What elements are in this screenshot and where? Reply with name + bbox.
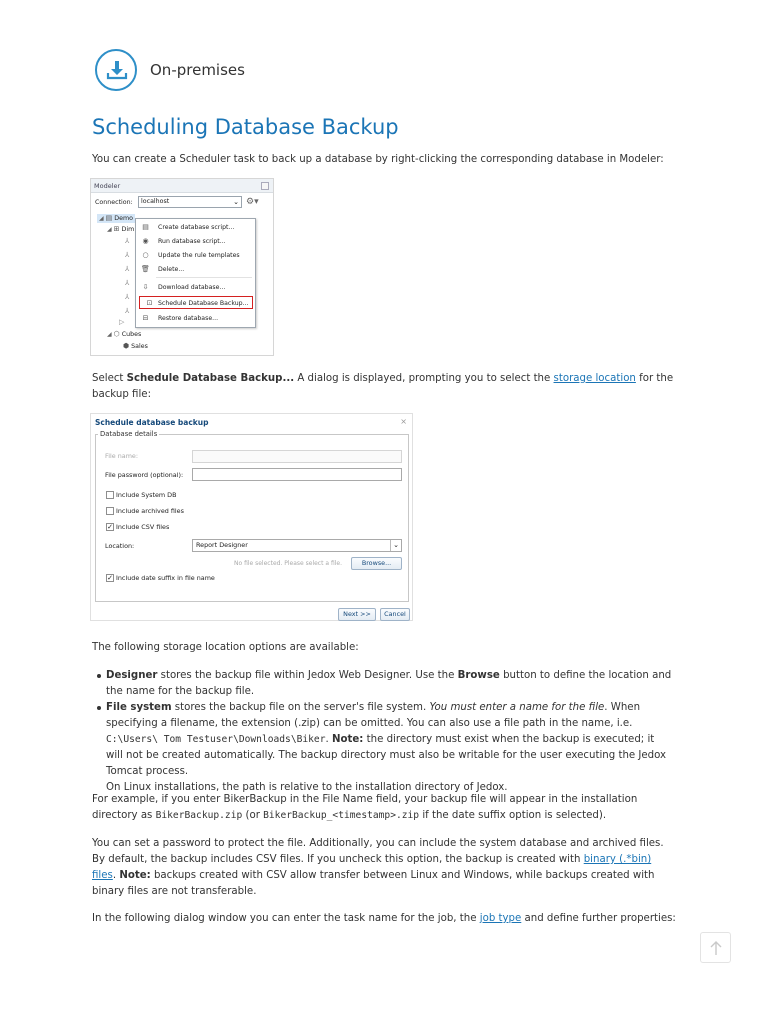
text: button to define the location and the name for the backup file. — [106, 670, 672, 697]
menu-item-label: Create database script... — [158, 224, 235, 231]
file-password-input — [192, 468, 402, 481]
include-archived-checkbox — [106, 507, 114, 515]
collapse-icon: ▷ — [119, 318, 125, 326]
storage-options-list — [106, 668, 674, 796]
option-term: Designer — [106, 670, 158, 681]
password-paragraph — [92, 836, 676, 900]
menu-item-label: Schedule Database Backup... — [158, 300, 249, 307]
storage-location-link[interactable]: storage location — [553, 373, 636, 384]
menu-item-download-database — [136, 281, 255, 294]
gear-icon: ⚙▾ — [246, 197, 259, 207]
text: stores the backup file within Jedox Web Designer. Use the — [157, 670, 458, 681]
text: stores the backup file on the server's file system. — [171, 702, 430, 713]
include-csv-label: Include CSV files — [116, 523, 170, 531]
text: A dialog is displayed, prompting you to select the — [294, 373, 554, 384]
menu-item-label: Restore database... — [158, 315, 219, 322]
download-icon — [95, 49, 137, 91]
dimension-icon: ⅄ — [125, 251, 130, 259]
text: . — [112, 870, 120, 881]
text: (or — [242, 810, 264, 821]
text: for the backup file: — [92, 373, 674, 400]
cubes-icon: ⬡ — [113, 330, 120, 338]
binary-files-link[interactable]: binary (.*bin) files — [92, 854, 652, 881]
location-label: Location: — [105, 542, 135, 550]
trash-icon: 🗑 — [141, 265, 150, 273]
list-item-file-system — [106, 700, 674, 796]
next-button: Next >> — [338, 608, 376, 621]
italic-text: You must enter a name for the file — [429, 702, 605, 713]
intro-paragraph: You can create a Scheduler task to back up a database by right-clicking the corresponding database in Modeler: — [92, 154, 664, 165]
text: backups created with CSV allow transfer between Linux and Windows, while backups created with binary files are not transferable. — [92, 870, 655, 897]
back-to-top-button[interactable] — [700, 932, 731, 963]
tree-item-sales — [123, 342, 148, 351]
job-type-link[interactable]: job type — [479, 913, 522, 924]
final-paragraph — [92, 911, 676, 927]
code-filename: BikerBackup.zip — [155, 810, 243, 821]
browse-button: Browse... — [351, 557, 402, 570]
select-paragraph — [92, 371, 676, 403]
tree-item-cubes — [107, 330, 141, 339]
code-path: C:\Users\ Tom Testuser\Downloads\Biker — [106, 734, 326, 745]
menu-item-delete — [136, 263, 255, 276]
connection-value: localhost — [141, 198, 170, 205]
script-icon: ▤ — [142, 223, 149, 231]
expand-icon: ◢ — [107, 226, 112, 233]
include-csv-checkbox: ✓ — [107, 523, 113, 531]
chevron-down-icon: ⌄ — [233, 198, 239, 206]
file-password-label: File password (optional): — [105, 471, 184, 479]
code-filename-timestamp: BikerBackup_<timestamp>.zip — [263, 810, 420, 821]
text: Select — [92, 373, 127, 384]
location-select — [192, 539, 402, 552]
connection-select — [138, 196, 242, 208]
include-system-db-checkbox — [106, 491, 114, 499]
location-value: Report Designer — [196, 541, 248, 549]
connection-label: Connection: — [95, 199, 133, 206]
dimension-icon: ⅄ — [125, 265, 130, 273]
text: In the following dialog window you can enter the task name for the job, the — [92, 913, 480, 924]
expand-icon: ◢ — [107, 331, 112, 338]
text: . — [325, 734, 332, 745]
modeler-screenshot — [90, 178, 274, 356]
play-icon: ◉ — [142, 237, 149, 245]
bold-text: Schedule Database Backup... — [126, 373, 295, 384]
deployment-label: On-premises — [150, 61, 245, 79]
date-suffix-checkbox: ✓ — [107, 574, 113, 582]
text: You can set a password to protect the file. Additionally, you can include the system database and archived files. By default, the backup includes CSV files. If you uncheck this option, the backup is created with — [92, 838, 664, 865]
tree-item-label: Demo — [114, 215, 133, 222]
menu-item-update-rules — [136, 249, 255, 262]
dimension-icon: ⅄ — [125, 307, 130, 315]
example-paragraph — [92, 792, 676, 824]
text: . When specifying a filename, the extension (.zip) can be omitted. You can also use a file path in the name, i.e. — [106, 702, 641, 729]
backup-dialog-screenshot — [90, 413, 413, 621]
schedule-icon: ⊡ — [146, 299, 153, 307]
dimension-icon: ⅄ — [125, 279, 130, 287]
menu-item-create-script — [136, 221, 255, 234]
close-icon: × — [400, 417, 407, 426]
tree-item-label: Dim — [121, 226, 135, 233]
dimension-icon: ⅄ — [125, 293, 130, 301]
dimensions-icon: ⊞ — [113, 225, 120, 233]
cancel-button: Cancel — [380, 608, 410, 621]
tree-item-dim — [107, 225, 134, 234]
include-system-db-label: Include System DB — [116, 491, 177, 499]
include-archived-label: Include archived files — [116, 507, 184, 515]
bullet-icon — [97, 674, 101, 678]
note-label: Note: — [331, 734, 364, 745]
menu-item-label: Update the rule templates — [158, 252, 240, 259]
modeler-header — [91, 179, 273, 193]
dialog-title: Schedule database backup — [95, 418, 209, 427]
note-label: Note: — [119, 870, 151, 881]
text: the directory must exist when the backup is executed; it will not be created automatically. The backup directory must also be writable for the user executing the Jedox Tomcat process. — [106, 734, 667, 777]
tree-item-demo — [97, 214, 135, 223]
download-icon: ⇩ — [142, 283, 149, 291]
cube-icon: ⬢ — [123, 342, 130, 350]
no-file-text: No file selected. Please select a file. — [234, 560, 342, 567]
text: For example, if you enter BikerBackup in the File Name field, your backup file will appear in the installation directory as — [92, 794, 638, 821]
file-name-input — [192, 450, 402, 463]
menu-separator — [156, 277, 252, 278]
minimize-icon — [261, 182, 269, 190]
bullet-icon — [97, 706, 101, 710]
bold-text: Browse — [457, 670, 500, 681]
menu-item-label: Run database script... — [158, 238, 226, 245]
tree-item-label: Sales — [131, 343, 148, 350]
refresh-icon: ○ — [142, 251, 149, 259]
group-legend: Database details — [100, 430, 158, 438]
linux-note: On Linux installations, the path is relative to the installation directory of Jedox. — [106, 782, 508, 793]
file-name-label: File name: — [105, 452, 139, 460]
chevron-down-icon: ⌄ — [390, 540, 401, 551]
menu-item-schedule-backup — [139, 296, 253, 309]
text: and define further properties: — [521, 913, 676, 924]
tree-item-label: Cubes — [121, 331, 142, 338]
dimension-icon: ⅄ — [125, 237, 130, 245]
text: if the date suffix option is selected). — [419, 810, 607, 821]
context-menu — [135, 218, 256, 328]
restore-icon: ⊟ — [142, 314, 149, 322]
modeler-title: Modeler — [94, 182, 121, 190]
menu-item-run-script — [136, 235, 255, 248]
menu-item-restore-database — [136, 312, 255, 325]
arrow-up-icon — [709, 940, 723, 956]
expand-icon: ◢ — [99, 215, 104, 222]
database-icon: ▤ — [105, 214, 113, 222]
menu-item-label: Download database... — [158, 284, 226, 291]
option-term: File system — [106, 702, 172, 713]
options-intro: The following storage location options are available: — [92, 642, 359, 653]
menu-item-label: Delete... — [158, 266, 185, 273]
list-item-designer — [106, 668, 674, 700]
page-title: Scheduling Database Backup — [92, 115, 399, 139]
date-suffix-label: Include date suffix in file name — [116, 574, 215, 582]
